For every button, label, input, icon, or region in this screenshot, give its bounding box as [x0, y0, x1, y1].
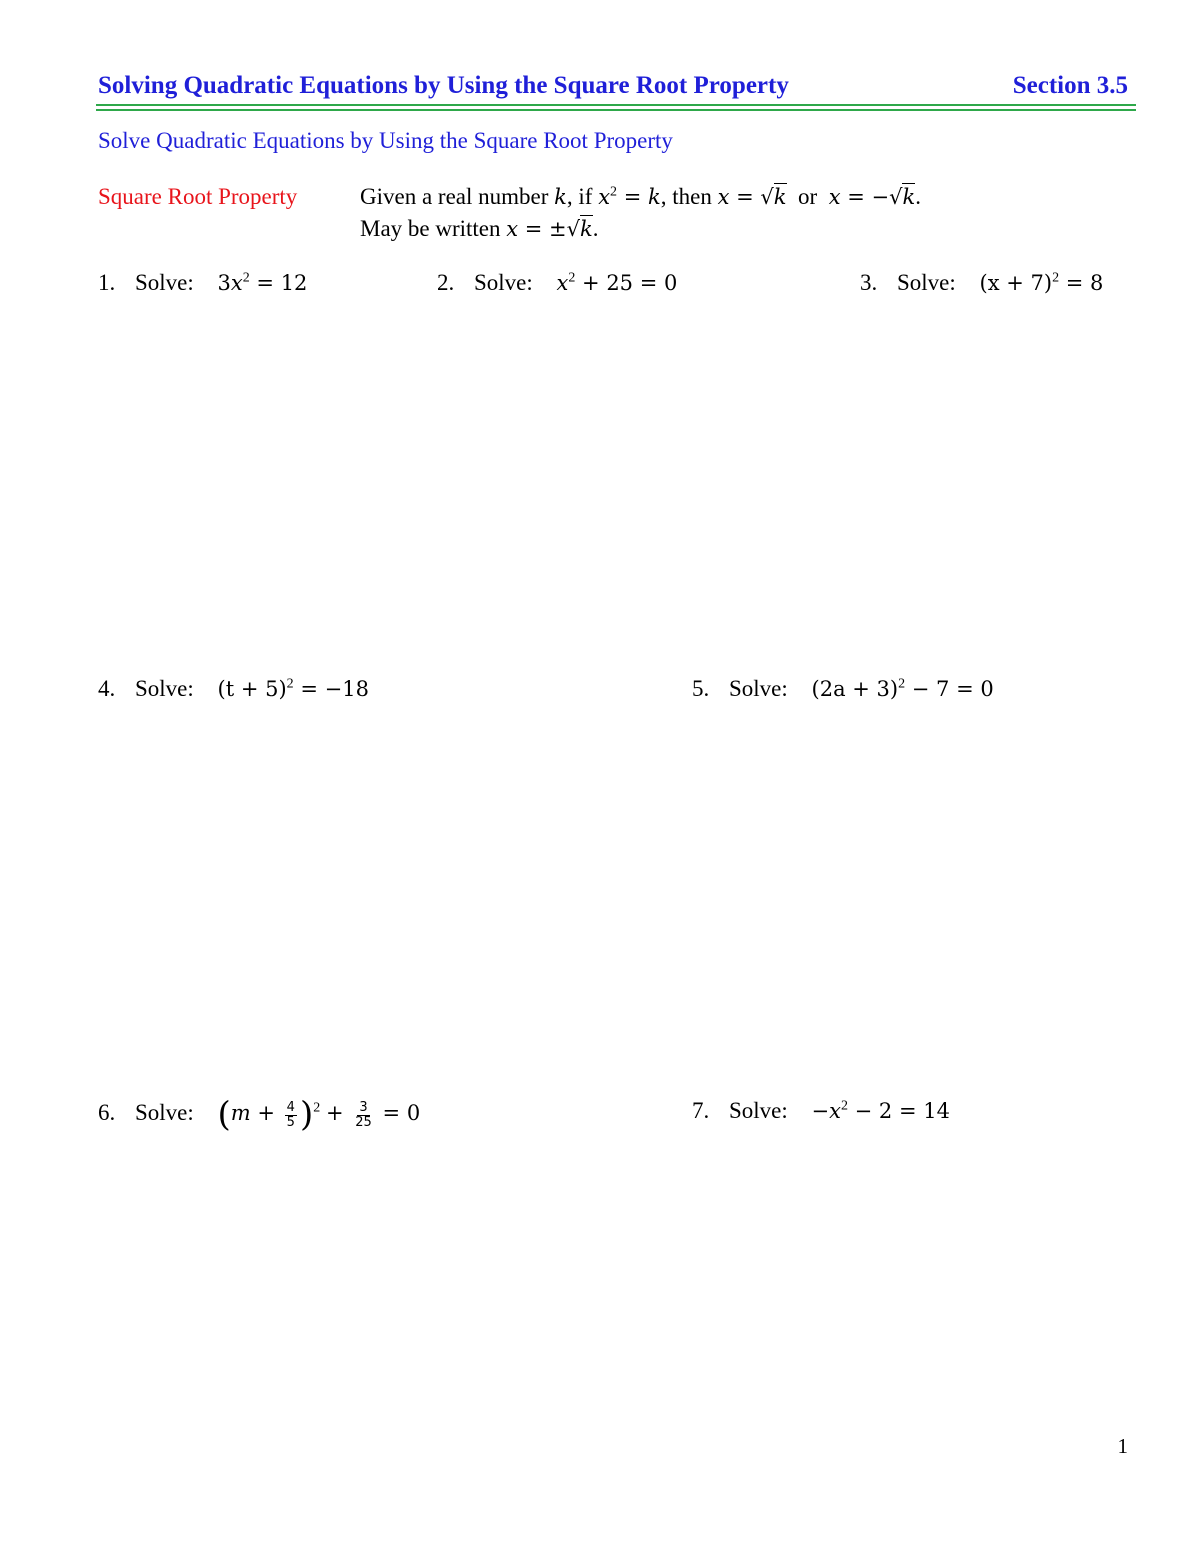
solve-label: Solve:	[897, 270, 956, 295]
solve-label: Solve:	[729, 1098, 788, 1123]
solve-label: Solve:	[474, 270, 533, 295]
problem-7	[692, 1098, 950, 1124]
equation: $-x^2 - 2 = 14$	[811, 1098, 950, 1123]
page-number: 1	[1117, 1434, 1128, 1458]
solve-label: Solve:	[135, 676, 194, 701]
problem-number: 1.	[98, 270, 116, 295]
property-shorthand: May be written x = ±√k.	[360, 216, 599, 241]
page-title: Solving Quadratic Equations by Using the Square Root Property	[98, 72, 789, 99]
solve-label: Solve:	[135, 1100, 194, 1126]
header-rule-top	[96, 104, 1136, 106]
equation: $x^2 + 25 = 0$	[556, 270, 678, 295]
problem-number: 2.	[437, 270, 455, 295]
problem-number: 5.	[692, 676, 710, 701]
problem-number: 7.	[692, 1098, 710, 1123]
header-rule-bottom	[96, 109, 1136, 111]
equation: (m + $\frac{4}{5}$ )$^2$ + $\frac{3}{25}$ = 0	[217, 1095, 421, 1135]
section-label: Section 3.5	[1012, 72, 1128, 99]
problem-number: 4.	[98, 676, 116, 701]
solve-label: Solve:	[135, 270, 194, 295]
problem-3	[860, 270, 1103, 296]
problem-number: 3.	[860, 270, 878, 295]
equation: $3x^2 = 12$	[217, 270, 308, 295]
property-label: Square Root Property	[98, 184, 298, 209]
equation: $(t + 5)^2 = -18$	[217, 676, 369, 701]
problem-1	[98, 270, 307, 296]
subheading: Solve Quadratic Equations by Using the Square Root Property	[98, 128, 673, 153]
fraction: $\frac{4}{5}$	[286, 1099, 295, 1130]
solve-label: Solve:	[729, 676, 788, 701]
problem-number: 6.	[98, 1100, 116, 1126]
problem-6	[98, 1095, 421, 1135]
problem-4	[98, 676, 369, 702]
equation: $(2a + 3)^2 - 7 = 0$	[811, 676, 994, 701]
problem-5	[692, 676, 994, 702]
property-statement: Given a real number k, if $x^2 = k$, then x = √k or x = −√k.	[360, 184, 921, 209]
fraction: $\frac{3}{25}$	[355, 1099, 372, 1130]
problem-2	[437, 270, 677, 296]
equation: $(x + 7)^2 = 8$	[979, 270, 1104, 295]
